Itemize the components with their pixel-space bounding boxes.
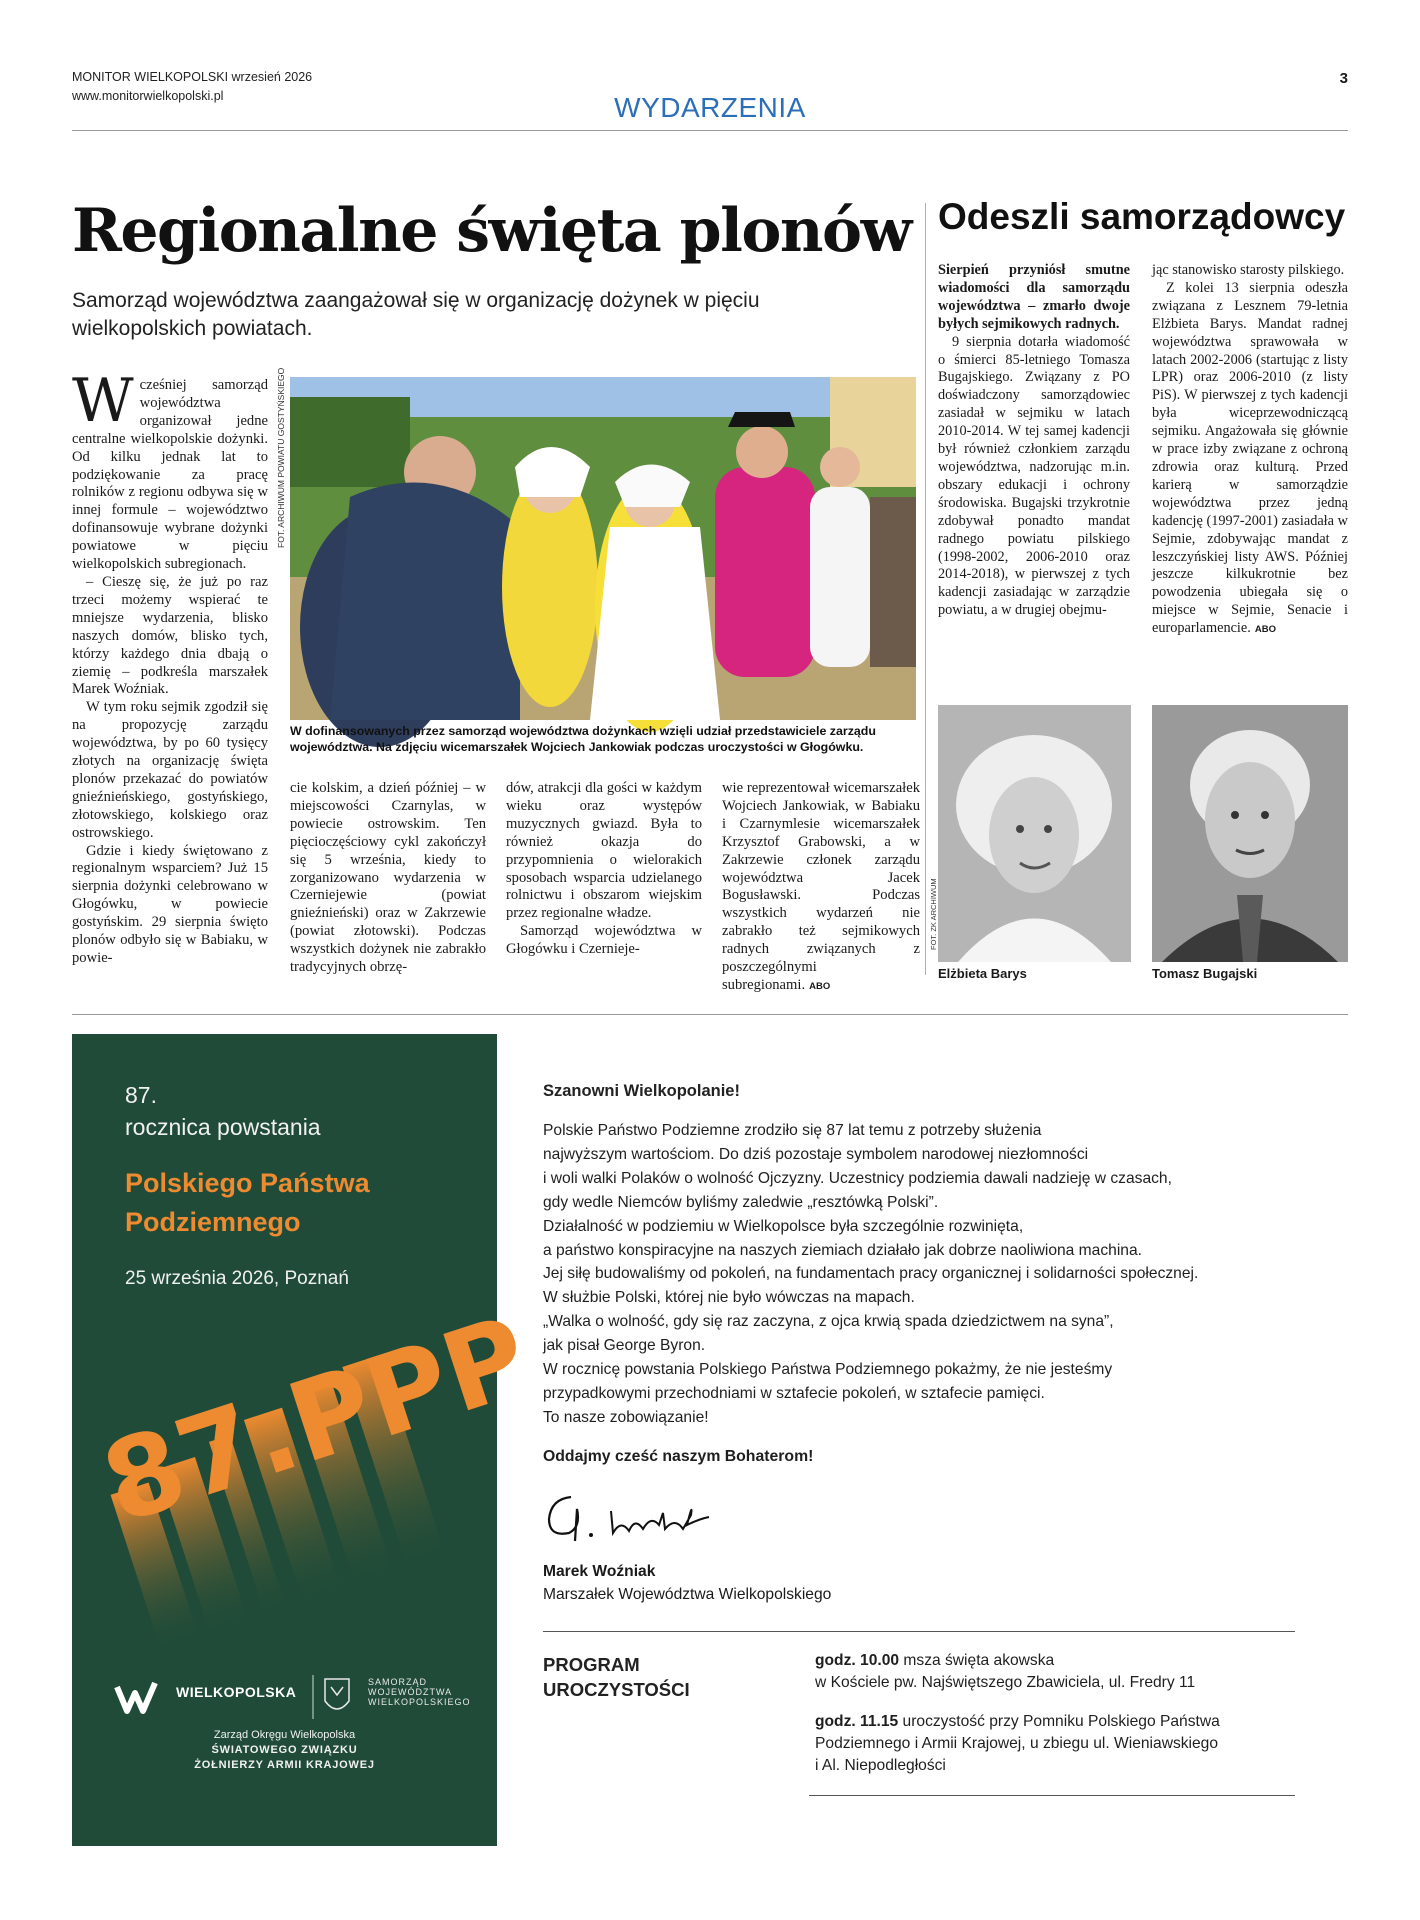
letter-line: Działalność w podziemiu w Wielkopolsce była szczególnie rozwinięta,: [543, 1217, 1024, 1235]
article-paragraph: – Cieszę się, że już po raz trzeci możemy wspierać te mniejsze wydarzenia, blisko naszych domów, blisko tych, którzy każdego dnia dbają o ziemię – podkreśla marszałek Marek Woźniak.: [72, 573, 268, 698]
letter-line: i woli walki Polaków o wolność Ojczyzny. Uczestnicy podziemia dawali nadzieję w czasach,: [543, 1169, 1172, 1187]
letter-line: To nasze zobowiązanie!: [543, 1408, 709, 1426]
page-number: 3: [1339, 70, 1348, 87]
sidebar-title: Odeszli samorządowcy: [938, 196, 1346, 237]
article-paragraph: dów, atrakcji dla gości w każdym wieku oraz występów muzycznych gwiazd. Była to również okazja do przypomnienia o wielorakich sposobach wsparcia udzielanego rolnictwu i obszarom wiejskim przez regionalne władze.: [506, 780, 702, 922]
program-time: godz. 11.15: [815, 1713, 899, 1730]
letter-line: najwyższym wartościom. Do dziś pozostaje symbolem narodowej niezłomności: [543, 1145, 1089, 1163]
ad-organizer: [72, 1728, 497, 1773]
letter-line: „Walka o wolność, gdy się raz zaczyna, z ojca krwią spada dziedzictwem na syna”,: [543, 1313, 1114, 1331]
portrait-credit: FOT. ZK ARCHIWUM: [929, 878, 938, 950]
letter-line: gdy wedle Niemców byliśmy zaledwie „resztówką Polski”.: [543, 1193, 939, 1211]
ad-highlight-line: Podziemnego: [125, 1207, 301, 1237]
article-column-1: [72, 366, 268, 968]
ad-87ppp-graphic: [72, 1291, 544, 1624]
article-paragraph: wie reprezentował wicemarszałek Wojciech Jankowiak, w Babiaku i Czarnymlesie wicemarszałek Krzysztof Grabowski, a w Zakrzewie członek zarządu województwa Jacek Bogusławski. Podczas wszystkich wydarzeń nie zabrakło też sejmikowych radnych związanych z poszczególnymi subregionami.: [722, 780, 920, 993]
sidebar-divider: [925, 203, 926, 975]
paper-url[interactable]: www.monitorwielkopolski.pl: [72, 89, 224, 103]
ad-date: 25 września 2026, Poznań: [125, 1268, 349, 1289]
program-title-line: UROCZYSTOŚCI: [543, 1679, 690, 1700]
sidebar-column-2: [1152, 262, 1348, 639]
sidebar-paragraph: 9 sierpnia dotarła wiadomość o śmierci 85-letniego Tomasza Bugajskiego. Związany z PO doświadczony samorządowiec zasiadał w sejmiku w latach 2010-2014. W tej samej kadencji był również członkiem zarządu województwa, nadzorując m.in. obszary edukacji i ochrony środowiska. Bugajski trzykrotnie zdobywał ponadto mandat radnego powiatu pilskiego (1998-2002, 2006-2010 oraz 2014-2018), w pierwszej z tych kadencji zasiadając w zarządzie powiatu, a w drugiej obejmu-: [938, 333, 1130, 619]
organizer-line: ŻOŁNIERZY ARMII KRAJOWEJ: [194, 1759, 375, 1771]
portrait-elzbieta-barys: [938, 705, 1131, 962]
organizer-line: ŚWIATOWEGO ZWIĄZKU: [211, 1744, 358, 1756]
logo-samorzad-line: WOJEWÓDZTWA: [368, 1687, 453, 1697]
logo-samorzad-line: WIELKOPOLSKIEGO: [368, 1697, 471, 1707]
logo-samorzad: [368, 1677, 471, 1707]
letter-body: [543, 1119, 1323, 1430]
letter-line: W służbie Polski, której nie było wówczas na mapach.: [543, 1289, 915, 1307]
photo-caption: W dofinansowanych przez samorząd województwa dożynkach wzięli udział przedstawiciele zarządu województwa. Na zdjęciu wicemarszałek Wojciech Jankowiak podczas uroczystości w Głogówku.: [290, 724, 876, 754]
program-title: [543, 1652, 690, 1702]
ad-highlight-line: Polskiego Państwa: [125, 1168, 370, 1198]
letter-closing: Oddajmy cześć naszym Bohaterom!: [543, 1447, 814, 1465]
article-column-3: [506, 780, 702, 959]
article-column-4: [722, 780, 920, 996]
top-divider: [72, 130, 1348, 131]
logo-samorzad-line: SAMORZĄD: [368, 1677, 428, 1687]
letter-greeting: Szanowni Wielkopolanie!: [543, 1082, 740, 1100]
paper-name: MONITOR WIELKOPOLSKI wrzesień 2026: [72, 70, 313, 84]
program-item-mass: [815, 1650, 1295, 1694]
sidebar-lead: Sierpień przyniósł smutne wiadomości dla samorządu województwa – zmarło dwoje byłych sejmikowych radnych.: [938, 262, 1130, 332]
article-paragraph: cie kolskim, a dzień później – w miejscowości Czarnylas, w powiecie ostrowskim. Ten pięcioczęściowy cykl zakończył się 5 września, kiedy to zorganizowano wydarzenia w Czerniejewie (powiat gnieźnieński) oraz w Zakrzewie (powiat złotowski). Podczas wszystkich dożynek nie zabrakło tradycyjnych obrzę-: [290, 780, 486, 976]
author-sign: ABO: [1254, 624, 1276, 636]
drop-cap: W: [72, 366, 134, 436]
portrait-tomasz-bugajski: [1152, 705, 1348, 962]
article-paragraph: cześniej samorząd województwa organizował jedne centralne wielkopolskie dożynki. Od kilku jednak lat to podziękowanie za pracę rolników z regionu odbywa się w innej formule – województwo dofinansowuje wybrane dożynki powiatowe w pięciu wielkopolskich subregionach.: [72, 377, 268, 573]
article-paragraph: Gdzie i kiedy świętowano z regionalnym wsparciem? Już 15 sierpnia dożynki celebrowano w Głogówku, w powiecie gostyńskim. 29 sierpnia święto plonów odbyło się w Babiaku, w powie-: [72, 842, 268, 966]
ad-graphic-text: 87.PPP: [88, 1291, 544, 1549]
letter-line: przypadkowymi przechodniami w sztafecie pokoleń, w sztafecie pamięci.: [543, 1384, 1045, 1402]
handwritten-signature: [541, 1489, 741, 1549]
sidebar-paragraph: jąc stanowisko starosty pilskiego.: [1152, 262, 1345, 278]
program-text: uroczystość przy Pomniku Polskiego Państwa: [902, 1713, 1220, 1730]
program-text: i Al. Niepodległości: [815, 1757, 946, 1774]
ad-number: 87.: [125, 1082, 157, 1108]
article-headline: Regionalne święta plonów: [72, 196, 911, 266]
section-title: WYDARZENIA: [614, 92, 806, 123]
letter-line: Polskie Państwo Podziemne zrodziło się 87 lat temu z potrzeby służenia: [543, 1122, 1042, 1139]
program-title-line: PROGRAM: [543, 1654, 640, 1675]
article-column-2: [290, 780, 486, 977]
signer-name: Marek Woźniak: [543, 1563, 656, 1580]
program-text: w Kościele pw. Najświętszego Zbawiciela, ul. Fredry 11: [815, 1674, 1196, 1691]
ad-anniversary: rocznica powstania: [125, 1114, 321, 1140]
article-paragraph: Samorząd województwa w Głogówku i Czernieje-: [506, 923, 702, 958]
sidebar-column-1: [938, 262, 1130, 620]
program-divider-bottom: [809, 1795, 1295, 1796]
portrait-caption-bugajski: Tomasz Bugajski: [1152, 966, 1258, 981]
letter-signer: [543, 1560, 831, 1606]
ad-highlight: [125, 1164, 370, 1242]
program-divider-top: [543, 1631, 1295, 1632]
program-text: msza święta akowska: [903, 1652, 1055, 1669]
logo-wielkopolska: WIELKOPOLSKA: [176, 1684, 297, 1700]
author-sign: ABO: [809, 980, 831, 992]
anniversary-ad-panel: [72, 1034, 544, 1846]
organizer-line: Zarząd Okręgu Wielkopolska: [213, 1729, 356, 1741]
signer-title: Marszałek Województwa Wielkopolskiego: [543, 1586, 832, 1603]
harvest-festival-photo: [290, 377, 916, 720]
marshal-letter: [543, 1082, 1323, 1466]
photo-credit: FOT. ARCHIWUM POWIATU GOSTYŃSKIEGO: [276, 367, 286, 548]
letter-line: jak pisał George Byron.: [543, 1337, 706, 1355]
article-lead: Samorząd województwa zaangażował się w organizację dożynek w pięciu wielkopolskich powiatach.: [72, 289, 760, 340]
middle-divider: [72, 1014, 1348, 1015]
portrait-caption-barys: Elżbieta Barys: [938, 966, 1027, 981]
letter-line: W rocznicę powstania Polskiego Państwa Podziemnego pokażmy, że nie jesteśmy: [543, 1361, 1113, 1379]
program-time: godz. 10.00: [815, 1652, 900, 1669]
letter-line: Jej siłę budowaliśmy od pokoleń, na fundamentach pracy organicznej i solidarności społecznej.: [543, 1265, 1199, 1283]
article-paragraph: W tym roku sejmik zgodził się na propozycję zarządu województwa, by po 60 tysięcy złotych na organizację święta plonów przekazać do powiatów gnieźnieńskiego, gostyńskiego, złotowskiego, kolskiego oraz ostrowskiego.: [72, 699, 268, 841]
program-item-ceremony: [815, 1711, 1295, 1777]
program-text: Podziemnego i Armii Krajowej, u zbiegu ul. Wieniawskiego: [815, 1735, 1219, 1752]
sidebar-paragraph: Z kolei 13 sierpnia odeszła związana z Lesznem 79-letnia Elżbieta Barys. Mandat radnej województwa sprawowała w latach 2002-2006 (startując z listy LPR) oraz 2006-2010 (z listy PiS). W pierwszej z tych kadencji była wiceprzewodniczącą sejmiku. Angażowała się głównie w prace izby związane z ochroną zdrowia oraz kulturą. Przed karierą w samorządzie województwa przez jedną kadencję (1997-2001) zasiadała w Sejmie, zdobywając mandat z leszczyńskiej listy AWS. Później jeszcze kilkukrotnie bez powodzenia ubiegała się o miejsce w Sejmie, Senacie i europarlamencie.: [1152, 279, 1348, 637]
letter-line: a państwo konspiracyjne na naszych ziemiach działało jak dobrze naoliwiona machina.: [543, 1241, 1142, 1259]
